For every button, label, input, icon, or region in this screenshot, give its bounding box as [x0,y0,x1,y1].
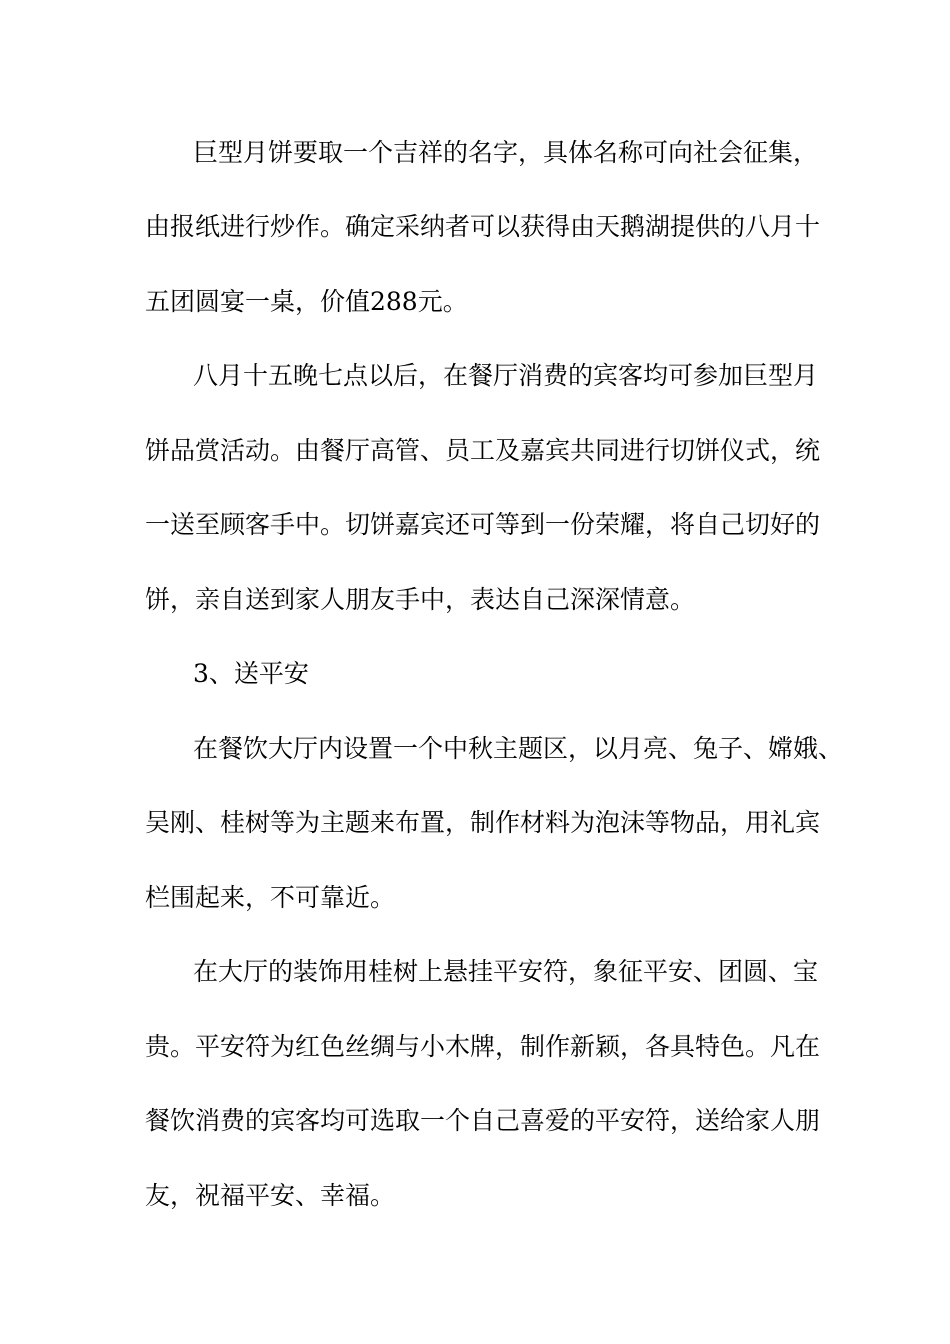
paragraph-1-line-3: 五团圆宴一桌，价值288元。 [145,287,468,316]
paragraph-5-line-2: 贵。平安符为红色丝绸与小木牌，制作新颖，各具特色。凡在 [145,1032,821,1061]
paragraph-2-line-1: 八月十五晚七点以后，在餐厅消费的宾客均可参加巨型月 [193,361,819,390]
paragraph-4-line-1: 在餐饮大厅内设置一个中秋主题区，以月亮、兔子、嫦娥、 [193,734,844,763]
paragraph-5-line-3: 餐饮消费的宾客均可选取一个自己喜爱的平安符，送给家人朋 [145,1106,821,1135]
paragraph-2-line-3: 一送至顾客手中。切饼嘉宾还可等到一份荣耀，将自己切好的 [145,510,821,539]
section-heading: 3、送平安 [193,659,309,688]
paragraph-5-line-4: 友，祝福平安、幸福。 [145,1181,396,1210]
paragraph-5-line-1: 在大厅的装饰用桂树上悬挂平安符，象征平安、团圆、宝 [193,957,819,986]
paragraph-1-line-1: 巨型月饼要取一个吉祥的名字，具体名称可向社会征集， [193,138,819,167]
paragraph-2-line-4: 饼，亲自送到家人朋友手中，表达自己深深情意。 [145,585,696,614]
paragraph-4-line-2: 吴刚、桂树等为主题来布置，制作材料为泡沫等物品，用礼宾 [145,808,821,837]
paragraph-1-line-2: 由报纸进行炒作。确定采纳者可以获得由天鹅湖提供的八月十 [145,212,821,241]
paragraph-2-line-2: 饼品赏活动。由餐厅高管、员工及嘉宾共同进行切饼仪式，统 [145,436,821,465]
paragraph-4-line-3: 栏围起来，不可靠近。 [145,883,396,912]
